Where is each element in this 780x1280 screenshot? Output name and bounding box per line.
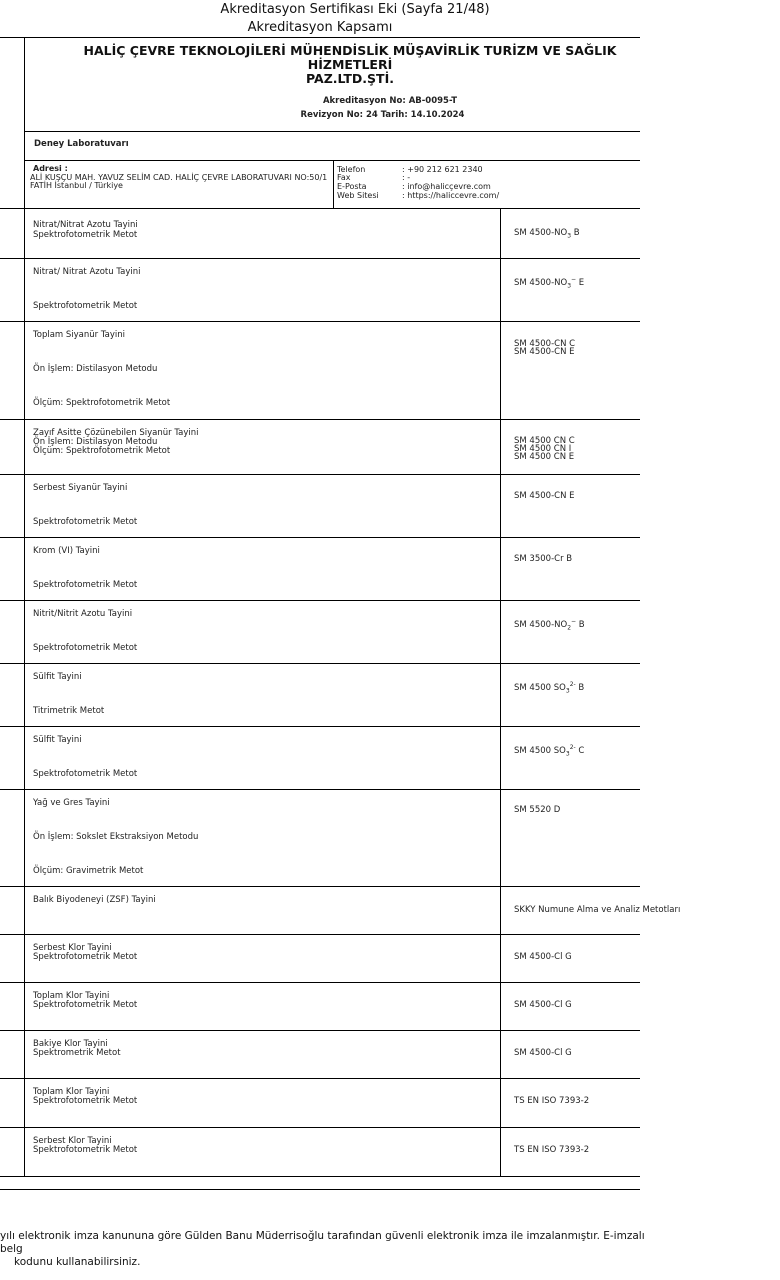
reference-method: SM $4500-NO_2^-$ B	[514, 618, 585, 632]
test-name: Sülfit Tayini	[33, 672, 82, 682]
reference-method: SM 5520 D	[514, 805, 561, 815]
contact-email-value[interactable]: : info@halicçevre.com	[402, 182, 491, 191]
table-row	[0, 258, 640, 321]
reference-method: SM 4500 $SO_3^{2-}$ C	[514, 744, 585, 758]
test-method-detail: Spektrofotometrik Metot	[33, 301, 138, 311]
test-name: Krom (VI) Tayini	[33, 546, 100, 556]
table-row	[0, 208, 640, 258]
address-rule	[24, 160, 640, 161]
revision-info: Revizyon No: 24 Tarih: 14.10.2024	[300, 110, 465, 120]
reference-method: SM 4500-CN C SM 4500-CN E	[514, 339, 576, 357]
table-row	[0, 474, 640, 537]
reference-method: SM 4500 $SO_3^{2-}$ B	[514, 681, 585, 695]
page-title: Akreditasyon Sertifikası Eki (Sayfa 21/48)	[220, 2, 490, 17]
reference-method: SM 4500-Cl G	[514, 952, 572, 962]
reference-method: SM $4500-NO_3$ B	[514, 228, 580, 240]
contact-email-label: E-Posta	[337, 182, 367, 191]
test-method-detail: Ölçüm: Spektrofotometrik Metot	[33, 446, 171, 456]
table-row	[0, 726, 640, 789]
table-top-rule	[0, 208, 640, 209]
test-name: Nitrat/ Nitrat Azotu Tayini	[33, 267, 141, 277]
e-signature-note	[0, 1230, 650, 1269]
test-method-detail: Titrimetrik Metot	[33, 706, 105, 716]
table-row	[0, 789, 640, 886]
test-method-detail: Spektrofotometrik Metot	[33, 1000, 138, 1010]
contact-web-label: Web Sitesi	[337, 191, 379, 200]
test-name: Toplam Klor Tayini	[33, 991, 110, 1001]
test-method-detail: Spektrometrik Metot	[33, 1048, 121, 1058]
contact-phone-value: : +90 212 621 2340	[402, 165, 483, 174]
test-method-detail: Spektrofotometrik Metot	[33, 643, 138, 653]
test-name: Nitrit/Nitrit Azotu Tayini	[33, 609, 133, 619]
table-row	[0, 419, 640, 474]
table-row	[0, 600, 640, 663]
company-name: HALİÇ ÇEVRE TEKNOLOJİLERİ MÜHENDİSLİK MÜŞAVİRLİK TURİZM VE SAĞLIK HİZMETLERİ PAZ.LTD.ŞTİ.	[83, 43, 617, 86]
test-method-detail: Ölçüm: Spektrofotometrik Metot	[33, 398, 171, 408]
table-bottom-rule	[0, 1189, 640, 1190]
reference-method: SKKY Numune Alma ve Analiz Metotları	[514, 905, 681, 915]
reference-method: TS EN ISO 7393-2	[514, 1145, 590, 1155]
table-row	[0, 886, 681, 934]
test-name: Sülfit Tayini	[33, 735, 82, 745]
lab-type: Deney Laboratuvarı	[34, 139, 129, 149]
contact-fax-value: : -	[402, 173, 411, 182]
reference-method: SM 4500-Cl G	[514, 1048, 572, 1058]
header-top-rule	[0, 37, 640, 38]
lab-type-rule	[24, 131, 640, 132]
contact-web-value[interactable]: : https://haliccevre.com/	[402, 191, 500, 200]
table-row	[0, 982, 640, 1030]
table-row	[0, 537, 640, 600]
table-method-divider	[500, 208, 501, 1176]
test-method-detail: Spektrofotometrik Metot	[33, 952, 138, 962]
test-method-detail: Ön İşlem: Distilasyon Metodu	[33, 437, 158, 447]
test-name: Zayıf Asitte Çözünebilen Siyanür Tayini	[33, 428, 199, 438]
test-name: Serbest Siyanür Tayini	[33, 483, 128, 493]
table-row	[0, 1030, 640, 1078]
test-method-detail: Spektrofotometrik Metot	[33, 230, 138, 240]
address-line-2: FATİH İstanbul / Türkiye	[30, 181, 123, 190]
test-name: Yağ ve Gres Tayini	[33, 798, 110, 808]
test-method-detail: Spektrofotometrik Metot	[33, 769, 138, 779]
reference-method: SM 4500-Cl G	[514, 1000, 572, 1010]
test-name: Nitrat/Nitrat Azotu Tayini	[33, 220, 138, 230]
contact-fax-label: Fax	[337, 173, 351, 182]
table-row	[0, 321, 640, 419]
table-row	[0, 1127, 640, 1176]
reference-method: SM 4500-CN E	[514, 491, 575, 501]
test-method-detail: Ön İşlem: Sokslet Ekstraksiyon Metodu	[33, 832, 199, 842]
test-method-detail: Ön İşlem: Distilasyon Metodu	[33, 364, 158, 374]
test-name: Bakiye Klor Tayini	[33, 1039, 108, 1049]
test-method-detail: Ölçüm: Gravimetrik Metot	[33, 866, 144, 876]
test-method-detail: Spektrofotometrik Metot	[33, 580, 138, 590]
reference-method: SM 3500-Cr B	[514, 554, 573, 564]
header-left-rule	[24, 37, 25, 209]
row-rule	[0, 1176, 640, 1177]
page-subtitle: Akreditasyon Kapsamı	[247, 20, 393, 35]
test-method-detail: Spektrofotometrik Metot	[33, 517, 138, 527]
table-row	[0, 1078, 640, 1127]
e-signature-line-2: kodunu kullanabilirsiniz.	[14, 1256, 141, 1268]
reference-method: SM 4500 CN C SM 4500 CN I SM 4500 CN E	[514, 436, 575, 462]
test-name: Toplam Siyanür Tayini	[33, 330, 125, 340]
contact-phone-label: Telefon	[337, 165, 366, 174]
test-method-detail: Spektrofotometrik Metot	[33, 1096, 138, 1106]
address-label: Adresi :	[33, 164, 68, 173]
test-name: Toplam Klor Tayini	[33, 1087, 110, 1097]
reference-method: SM $4500-NO_3^-$ E	[514, 276, 585, 290]
address-line-1: ALİ KUŞÇU MAH. YAVUZ SELİM CAD. HALİÇ ÇEVRE LABORATUVARI NO:50/1	[30, 173, 328, 182]
reference-method: TS EN ISO 7393-2	[514, 1096, 590, 1106]
e-signature-line-1: yılı elektronik imza kanununa göre Gülden Banu Müderrisoğlu tarafından güvenli elektronik imza ile imzalanmıştır. E-imzalı belg	[0, 1230, 645, 1255]
table-row	[0, 934, 640, 982]
table-left-rule	[24, 208, 25, 1176]
table-row	[0, 663, 640, 726]
test-method-detail: Spektrofotometrik Metot	[33, 1145, 138, 1155]
test-name: Balık Biyodeneyi (ZSF) Tayini	[33, 895, 156, 905]
test-name: Serbest Klor Tayini	[33, 1136, 112, 1146]
test-name: Serbest Klor Tayini	[33, 943, 112, 953]
contact-divider	[333, 160, 334, 208]
accreditation-number: Akreditasyon No: AB-0095-T	[322, 96, 458, 106]
